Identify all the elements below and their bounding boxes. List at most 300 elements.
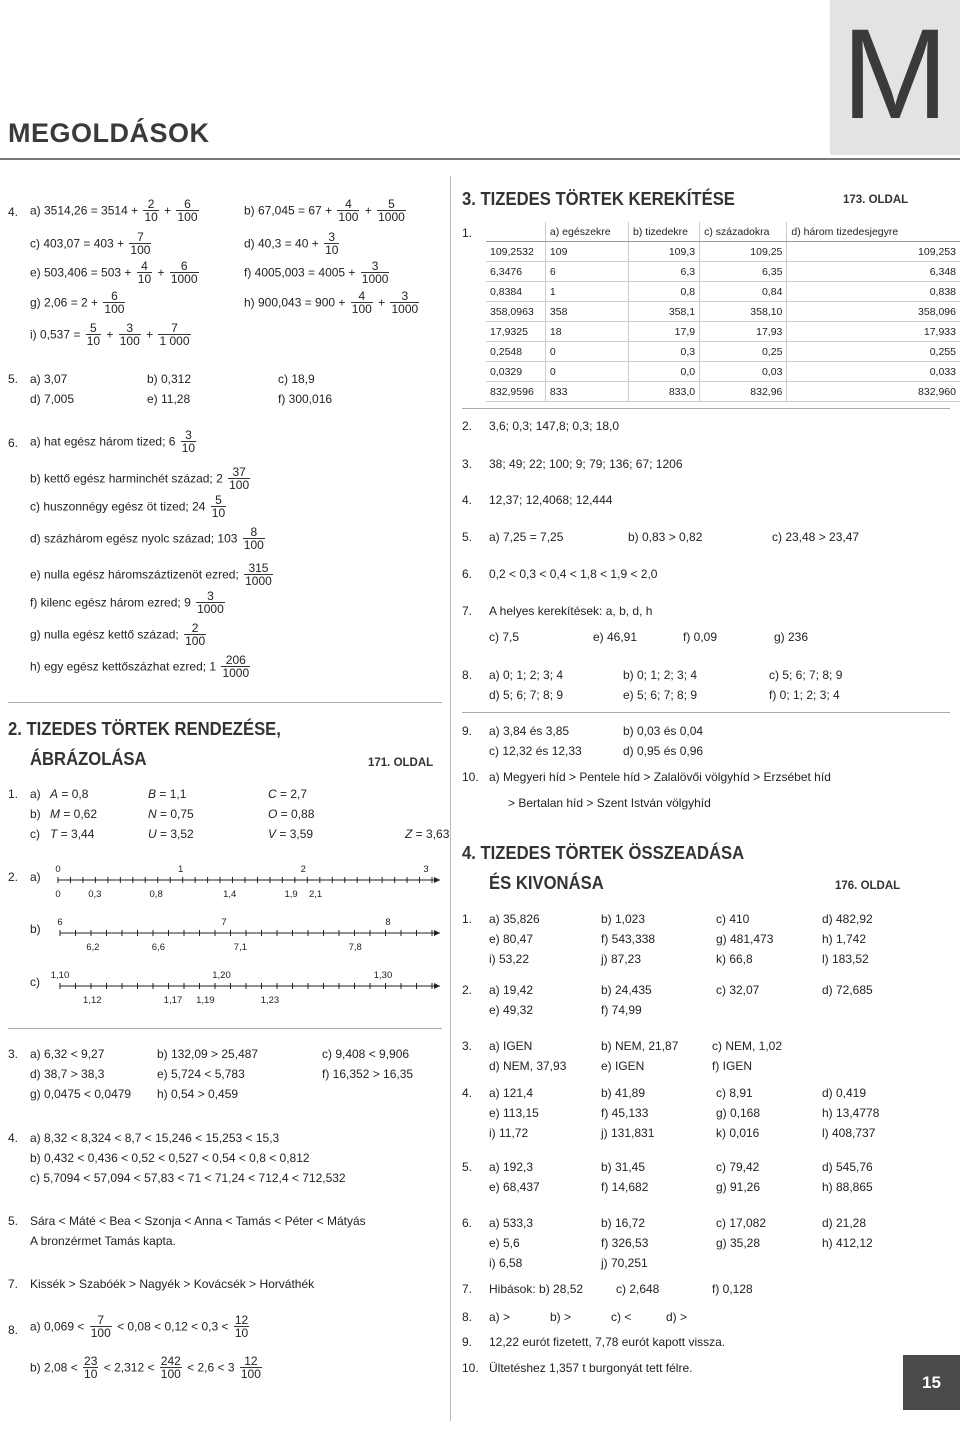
s3q2-answer: 3,6; 0,3; 147,8; 0,3; 18,0 <box>489 419 620 433</box>
page-reference: 176. OLDAL <box>835 880 901 892</box>
numerator: 5 <box>86 322 101 335</box>
q-number: 4. <box>8 205 19 219</box>
s4q8-answer: b) > <box>550 1310 572 1324</box>
fraction <box>324 231 339 256</box>
numberline-b-label: b) <box>30 922 41 936</box>
s3q8-e: e) 5; 6; 7; 8; 9 <box>623 688 698 702</box>
fraction <box>90 1314 112 1339</box>
s4q1-answer: j) 87,23 <box>601 952 642 966</box>
arrow-head <box>434 877 440 883</box>
s2q8-a <box>30 1314 251 1339</box>
s3q5-b: b) 0,83 > 0,82 <box>628 530 703 544</box>
numberline-b <box>57 917 440 953</box>
denominator: 100 <box>90 1326 111 1340</box>
q-number: 8. <box>462 668 473 682</box>
s4q3-answer: e) IGEN <box>601 1059 645 1073</box>
fraction <box>158 322 190 347</box>
s2q3-d: d) 38,7 > 38,3 <box>30 1067 105 1081</box>
table-cell: 17,9325 <box>486 322 545 342</box>
arrow-head <box>434 983 440 989</box>
tick-label: 1,10 <box>50 970 70 981</box>
s4q3-answer: f) IGEN <box>712 1059 753 1073</box>
variable-name: V <box>268 827 277 841</box>
text-part: e) 503,406 = 503 + <box>30 265 135 280</box>
numerator: 6 <box>176 198 198 211</box>
denominator: 100 <box>240 1367 261 1381</box>
tick-label: 0 <box>55 864 61 875</box>
s3q5-c: c) 23,48 > 23,47 <box>772 530 860 544</box>
numerator: 37 <box>228 466 250 479</box>
text-part: f) kilenc egész három ezred; 9 <box>30 595 195 610</box>
text-part: a) hat egész három tized; 6 <box>30 434 179 449</box>
denominator: 10 <box>144 210 158 224</box>
q4-f <box>244 260 391 285</box>
denominator: 1000 <box>378 210 405 224</box>
s4q6-answer: c) 17,082 <box>716 1216 767 1230</box>
q6-a <box>30 429 198 454</box>
text-part: + <box>361 203 376 218</box>
column-divider <box>450 176 451 1421</box>
s4q3-answer: a) IGEN <box>489 1039 533 1053</box>
fraction <box>184 622 206 647</box>
numerator: 315 <box>244 562 273 575</box>
section-rule <box>8 1028 442 1029</box>
q4-g <box>30 290 127 315</box>
numerator: 12 <box>240 1355 262 1368</box>
denominator: 10 <box>211 506 226 520</box>
variable-value <box>148 807 194 821</box>
table-cell: 0,8 <box>629 282 700 302</box>
table-cell: 6,3476 <box>486 262 545 282</box>
s4q1-answer: e) 80,47 <box>489 932 534 946</box>
variable-name: N <box>148 807 157 821</box>
text-part: h) egy egész kettőszázhat ezred; 1 <box>30 659 220 674</box>
point-label: 7,1 <box>233 942 248 953</box>
table-cell: 109,3 <box>629 242 700 262</box>
fraction <box>228 466 250 491</box>
q-number: 4. <box>462 493 473 507</box>
variable-name: Z <box>405 827 413 841</box>
denominator: 100 <box>130 243 151 257</box>
numerator: 7 <box>129 231 151 244</box>
table-cell: 832,960 <box>787 382 960 402</box>
text-part: b) 2,08 < <box>30 1360 82 1375</box>
q4-e <box>30 260 201 285</box>
denominator: 100 <box>243 538 264 552</box>
table-cell: 358,0963 <box>486 302 545 322</box>
s4q1-answer: g) 481,473 <box>716 932 774 946</box>
fraction <box>234 1314 249 1339</box>
q4-b <box>244 198 408 223</box>
q-number: 5. <box>462 1160 473 1174</box>
s4q1-answer: f) 543,338 <box>601 932 656 946</box>
value: = 1,1 <box>156 787 187 801</box>
value: = 0,8 <box>58 787 89 801</box>
denominator: 100 <box>104 302 125 316</box>
q4-c <box>30 231 153 256</box>
section-rule <box>462 712 950 713</box>
value: = 3,59 <box>276 827 314 841</box>
fraction <box>351 290 373 315</box>
numerator: 2 <box>143 198 158 211</box>
table-cell: 358 <box>545 302 628 322</box>
page-reference: 171. OLDAL <box>368 757 434 769</box>
table-cell: 17,9 <box>629 322 700 342</box>
fraction <box>176 198 198 223</box>
s4q9-answer: 12,22 eurót fizetett, 7,78 eurót kapott vissza. <box>489 1335 726 1349</box>
s4q10-answer: Ültetéshez 1,357 t burgonyát tett félre. <box>489 1361 693 1375</box>
s3q9-c: c) 12,32 és 12,33 <box>489 744 582 758</box>
s3q8-d: d) 5; 6; 7; 8; 9 <box>489 688 564 702</box>
item-prefix: c) <box>30 827 40 841</box>
table-row <box>486 382 960 402</box>
fraction <box>196 590 225 615</box>
point-label: 1,23 <box>260 995 280 1006</box>
fraction <box>160 1355 182 1380</box>
s4q1-answer: d) 482,92 <box>822 912 873 926</box>
q-number: 6. <box>462 567 473 581</box>
point-label: 6,6 <box>151 942 166 953</box>
s3q9-b: b) 0,03 és 0,04 <box>623 724 704 738</box>
s4q4-answer: b) 41,89 <box>601 1086 646 1100</box>
variable-value <box>148 787 186 801</box>
table-cell: 358,1 <box>629 302 700 322</box>
page-title: MEGOLDÁSOK <box>8 118 210 148</box>
section-title-cont: ÁBRÁZOLÁSA <box>30 748 147 769</box>
s3q7-f: f) 0,09 <box>683 630 718 644</box>
numberline-a <box>55 864 440 900</box>
variable-name: C <box>268 787 277 801</box>
s4q4-answer: g) 0,168 <box>716 1106 761 1120</box>
q-number: 10. <box>462 770 479 784</box>
q4-i <box>30 322 193 347</box>
table-cell: 0,25 <box>700 342 787 362</box>
tick-label: 1,30 <box>373 970 393 981</box>
s3q4-answer: 12,37; 12,4068; 12,444 <box>489 493 613 507</box>
column-header: a) egészekre <box>545 222 628 242</box>
fraction <box>103 290 125 315</box>
q-number: 4. <box>462 1086 473 1100</box>
s2q3-h: h) 0,54 > 0,459 <box>157 1087 239 1101</box>
tick-label: 1,20 <box>212 970 231 981</box>
s4q1-answer: h) 1,742 <box>822 932 867 946</box>
item-prefix: a) <box>30 787 41 801</box>
denominator: 1000 <box>197 602 224 616</box>
text-part: b) 67,045 = 67 + <box>244 203 336 218</box>
s3q10-line1: a) Megyeri híd > Pentele híd > Zalalövői völgyhíd > Erzsébet híd <box>489 770 831 784</box>
q-number: 1. <box>462 226 473 240</box>
denominator: 100 <box>338 210 359 224</box>
variable-value <box>268 827 313 841</box>
text-part: h) 900,043 = 900 + <box>244 295 349 310</box>
s3q8-a: a) 0; 1; 2; 3; 4 <box>489 668 564 682</box>
q-number: 2. <box>462 983 473 997</box>
numerator: 7 <box>90 1314 112 1327</box>
q-number: 6. <box>8 436 19 450</box>
variable-name: A <box>50 787 59 801</box>
text-part: d) százhárom egész nyolc század; 103 <box>30 531 241 546</box>
s4q4-answer: j) 131,831 <box>601 1126 655 1140</box>
numerator: 6 <box>103 290 125 303</box>
s4q2-answer: d) 72,685 <box>822 983 873 997</box>
table-cell: 17,93 <box>700 322 787 342</box>
s4q8-answer: a) > <box>489 1310 511 1324</box>
tick-label: 6 <box>57 917 63 928</box>
s3q7-c: c) 7,5 <box>489 630 520 644</box>
text-part: + <box>154 265 168 280</box>
s4q5-answer: d) 545,76 <box>822 1160 873 1174</box>
s4q6-answer: g) 35,28 <box>716 1236 761 1250</box>
q-number: 1. <box>462 912 473 926</box>
table-cell: 109 <box>545 242 628 262</box>
value: = 3,52 <box>156 827 194 841</box>
text-part: i) 0,537 = <box>30 327 84 342</box>
table-cell: 6,35 <box>700 262 787 282</box>
fraction <box>86 322 101 347</box>
tick-label: 8 <box>385 917 391 928</box>
fraction <box>137 260 152 285</box>
table-cell: 0 <box>545 362 628 382</box>
denominator: 10 <box>325 243 339 257</box>
s3q7-g: g) 236 <box>774 630 809 644</box>
text-part: a) 0,069 < <box>30 1319 88 1334</box>
point-label: 1,12 <box>83 995 102 1006</box>
s2q3-e: e) 5,724 < 5,783 <box>157 1067 245 1081</box>
q5-c: c) 18,9 <box>278 372 315 386</box>
numberline-c <box>51 970 440 1006</box>
variable-name: O <box>268 807 278 821</box>
s4q1-answer: b) 1,023 <box>601 912 646 926</box>
s3q7-answer: A helyes kerekítések: a, b, d, h <box>489 604 653 618</box>
q-number: 5. <box>8 372 19 386</box>
value: = 0,62 <box>60 807 98 821</box>
table-cell: 18 <box>545 322 628 342</box>
variable-value <box>50 807 97 821</box>
q-number: 7. <box>462 1282 473 1296</box>
table-cell: 1 <box>545 282 628 302</box>
table-header-row <box>486 222 960 242</box>
table-row <box>486 302 960 322</box>
s3q6-answer: 0,2 < 0,3 < 0,4 < 1,8 < 1,9 < 2,0 <box>489 567 658 581</box>
s4q7-answer: f) 0,128 <box>712 1282 753 1296</box>
q-number: 3. <box>462 1039 473 1053</box>
s3q10-line2: > Bertalan híd > Szent István völgyhíd <box>508 796 711 810</box>
q-number: 8. <box>462 1310 473 1324</box>
point-label: 1,4 <box>223 889 237 900</box>
number-lines <box>48 862 448 1022</box>
denominator: 100 <box>229 478 250 492</box>
table-cell: 0,0 <box>629 362 700 382</box>
variable-value <box>50 827 94 841</box>
s4q2-answer: c) 32,07 <box>716 983 760 997</box>
table-row <box>486 242 960 262</box>
s4q6-answer: j) 70,251 <box>601 1256 648 1270</box>
point-label: 6,2 <box>86 942 100 953</box>
table-cell: 358,10 <box>700 302 787 322</box>
numerator: 7 <box>158 322 190 335</box>
column-header: c) századokra <box>700 222 787 242</box>
point-label: 2,1 <box>308 889 323 900</box>
q-number: 2. <box>462 419 473 433</box>
variable-value <box>268 787 307 801</box>
q-number: 6. <box>462 1216 473 1230</box>
text-part: g) 2,06 = 2 + <box>30 295 102 310</box>
numerator: 4 <box>337 198 359 211</box>
numerator: 5 <box>377 198 406 211</box>
numberline-a-label: a) <box>30 870 41 884</box>
page-reference: 173. OLDAL <box>843 194 909 206</box>
section-rule <box>462 408 950 409</box>
s4q7-answer: Hibások: b) 28,52 <box>489 1282 584 1296</box>
table-cell: 832,9596 <box>486 382 545 402</box>
s3q7-e: e) 46,91 <box>593 630 638 644</box>
s2q3-a: a) 6,32 < 9,27 <box>30 1047 105 1061</box>
text-part: + <box>103 327 117 342</box>
q6-b <box>30 466 252 491</box>
numerator: 4 <box>137 260 152 273</box>
numerator: 8 <box>243 526 265 539</box>
q-number: 3. <box>462 457 473 471</box>
text-part: f) 4005,003 = 4005 + <box>244 265 359 280</box>
numerator: 2 <box>184 622 206 635</box>
s2q7-line1: Kissék > Szabóék > Nagyék > Kovácsék > Horváthék <box>30 1277 315 1291</box>
rounding-table <box>486 222 960 402</box>
text-part: d) 40,3 = 40 + <box>244 236 323 251</box>
s4q4-answer: e) 113,15 <box>489 1106 539 1120</box>
fraction <box>221 654 250 679</box>
numerator: 3 <box>119 322 141 335</box>
q-number: 10. <box>462 1361 479 1375</box>
s2q3-f: f) 16,352 > 16,35 <box>322 1067 414 1081</box>
denominator: 1000 <box>361 272 389 286</box>
denominator: 1000 <box>222 666 250 680</box>
table-cell: 17,933 <box>787 322 960 342</box>
text-part: a) 3514,26 = 3514 + <box>30 203 142 218</box>
s2q5-line2: A bronzérmet Tamás kapta. <box>30 1234 176 1248</box>
table-cell: 0,84 <box>700 282 787 302</box>
variable-value <box>405 827 449 841</box>
variable-value <box>50 787 88 801</box>
arrow-head <box>434 930 440 936</box>
numerator: 3 <box>390 290 419 303</box>
q4-h <box>244 290 421 315</box>
value: = 0,88 <box>277 807 315 821</box>
s3q9-a: a) 3,84 és 3,85 <box>489 724 570 738</box>
point-label: 0 <box>55 889 61 900</box>
s4q1-answer: c) 410 <box>716 912 750 926</box>
s4q6-answer: i) 6,58 <box>489 1256 523 1270</box>
variable-name: T <box>50 827 58 841</box>
s4q4-answer: c) 8,91 <box>716 1086 753 1100</box>
s4q3-answer: c) NEM, 1,02 <box>712 1039 783 1053</box>
q5-d: d) 7,005 <box>30 392 75 406</box>
point-label: 1,17 <box>163 995 183 1006</box>
s3q5-a: a) 7,25 = 7,25 <box>489 530 564 544</box>
s4q4-answer: l) 408,737 <box>822 1126 876 1140</box>
denominator: 100 <box>160 1367 181 1381</box>
point-label: 1,9 <box>284 889 298 900</box>
numerator: 6 <box>170 260 199 273</box>
s4q1-answer: i) 53,22 <box>489 952 530 966</box>
s2q4-a: a) 8,32 < 8,324 < 8,7 < 15,246 < 15,253 < 15,3 <box>30 1131 280 1145</box>
denominator: 100 <box>185 634 206 648</box>
table-cell: 0 <box>545 342 628 362</box>
numerator: 242 <box>160 1354 181 1368</box>
text-part: + <box>374 295 389 310</box>
s4q5-answer: h) 88,865 <box>822 1180 873 1194</box>
q-number: 1. <box>8 787 19 801</box>
s4q5-answer: b) 31,45 <box>601 1160 646 1174</box>
table-row <box>486 322 960 342</box>
table-cell: 833,0 <box>629 382 700 402</box>
value: = 0,75 <box>156 807 194 821</box>
column-header: b) tizedekre <box>629 222 700 242</box>
s3q8-b: b) 0; 1; 2; 3; 4 <box>623 668 698 682</box>
s4q5-answer: g) 91,26 <box>716 1180 761 1194</box>
q-number: 7. <box>8 1277 19 1291</box>
numerator: 3 <box>361 260 390 273</box>
value: = 3,63 <box>412 827 450 841</box>
s2q8-b <box>30 1355 264 1380</box>
s4q8-answer: d) > <box>666 1310 688 1324</box>
q-number: 7. <box>462 604 473 618</box>
q-number: 9. <box>462 1335 473 1349</box>
s4q4-answer: f) 45,133 <box>601 1106 649 1120</box>
variable-value <box>268 807 314 821</box>
table-cell: 833 <box>545 382 628 402</box>
text-part: e) nulla egész háromszáztizenöt ezred; <box>30 567 243 582</box>
fraction <box>211 494 226 519</box>
s4q1-answer: k) 66,8 <box>716 952 753 966</box>
s4q3-answer: b) NEM, 21,87 <box>601 1039 679 1053</box>
text-part: < 2,6 < 3 <box>183 1360 238 1375</box>
table-row <box>486 282 960 302</box>
table-cell: 6,3 <box>629 262 700 282</box>
q4-a <box>30 198 201 223</box>
section-rule <box>8 702 442 703</box>
q6-g <box>30 622 208 647</box>
text-part: c) huszonnégy egész öt tized; 24 <box>30 499 209 514</box>
s4q5-answer: c) 79,42 <box>716 1160 760 1174</box>
denominator: 1 000 <box>159 334 190 348</box>
s2q3-g: g) 0,0475 < 0,0479 <box>30 1087 132 1101</box>
table-cell: 109,25 <box>700 242 787 262</box>
q-number: 9. <box>462 724 473 738</box>
denominator: 100 <box>177 210 198 224</box>
s4q6-answer: h) 412,12 <box>822 1236 873 1250</box>
denominator: 10 <box>86 334 101 348</box>
fraction <box>83 1355 98 1380</box>
s4q8-answer: c) < <box>611 1310 632 1324</box>
denominator: 10 <box>84 1367 98 1381</box>
s4q4-answer: h) 13,4778 <box>822 1106 880 1120</box>
numerator: 3 <box>196 590 225 603</box>
chapter-letter: M <box>830 0 960 155</box>
variable-name: M <box>50 807 60 821</box>
table-cell: 0,2548 <box>486 342 545 362</box>
s4q6-answer: f) 326,53 <box>601 1236 649 1250</box>
fraction <box>377 198 406 223</box>
variable-name: U <box>148 827 157 841</box>
tick-label: 7 <box>221 917 227 928</box>
s2q4-c: c) 5,7094 < 57,094 < 57,83 < 71 < 71,24 < 712,4 < 712,532 <box>30 1171 346 1185</box>
q6-e <box>30 562 275 587</box>
s4q2-answer: e) 49,32 <box>489 1003 534 1017</box>
s2q4-b: b) 0,432 < 0,436 < 0,52 < 0,527 < 0,54 < 0,8 < 0,812 <box>30 1151 310 1165</box>
text-part: + <box>160 203 175 218</box>
q-number: 4. <box>8 1131 19 1145</box>
q6-c <box>30 494 228 519</box>
